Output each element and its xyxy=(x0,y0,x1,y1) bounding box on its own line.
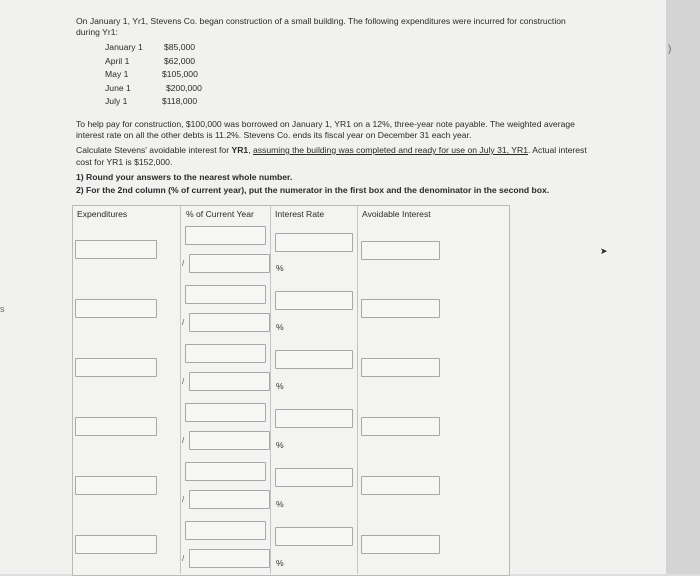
avoidable-interest-input[interactable] xyxy=(361,476,440,495)
interest-rate-input[interactable] xyxy=(275,291,353,310)
avoidable-interest-input[interactable] xyxy=(361,417,440,436)
interest-rate-input[interactable] xyxy=(275,233,353,252)
column-divider xyxy=(270,205,271,574)
instruction-2: 2) For the 2nd column (% of current year), put the numerator in the first box and the denominator in the second box. xyxy=(76,185,550,195)
expenditure-input[interactable] xyxy=(75,358,157,377)
percent-sign: % xyxy=(276,558,284,568)
percent-denominator-input[interactable] xyxy=(189,372,270,391)
header-expenditures: Expenditures xyxy=(77,209,128,219)
left-gutter-mark: s xyxy=(0,304,5,314)
expenditure-input[interactable] xyxy=(75,417,157,436)
interest-rate-input[interactable] xyxy=(275,527,353,546)
column-divider xyxy=(357,205,358,574)
paragraph-2-prefix: Calculate Stevens' avoidable interest for xyxy=(76,145,232,155)
percent-denominator-input[interactable] xyxy=(189,254,270,273)
expenditure-date: June 1 xyxy=(105,83,131,93)
column-divider xyxy=(180,205,181,574)
expenditure-input[interactable] xyxy=(75,240,157,259)
percent-denominator-input[interactable] xyxy=(189,549,270,568)
avoidable-interest-input[interactable] xyxy=(361,358,440,377)
percent-numerator-input[interactable] xyxy=(185,521,266,540)
fraction-slash: / xyxy=(182,259,185,268)
expenditure-date: April 1 xyxy=(105,56,130,66)
mouse-cursor-icon: ➤ xyxy=(600,246,608,256)
avoidable-interest-input[interactable] xyxy=(361,241,440,260)
paragraph-2-line-1 xyxy=(76,145,587,156)
expenditure-amount: $118,000 xyxy=(162,96,198,106)
fraction-slash: / xyxy=(182,377,185,386)
expenditure-date: May 1 xyxy=(105,69,129,79)
page-edge-strip xyxy=(666,0,700,574)
paragraph-1-line-1: To help pay for construction, $100,000 was borrowed on January 1, YR1 on a 12%, three-year note payable. The weighted average xyxy=(76,119,575,129)
header-interest-rate: Interest Rate xyxy=(275,209,325,219)
paragraph-2-line-2: cost for YR1 is $152,000. xyxy=(76,157,173,167)
expenditure-input[interactable] xyxy=(75,535,157,554)
percent-numerator-input[interactable] xyxy=(185,226,266,245)
intro-line-2: during Yr1: xyxy=(76,27,118,37)
percent-sign: % xyxy=(276,322,284,332)
paragraph-2-separator: , xyxy=(248,145,253,155)
expenditure-date: July 1 xyxy=(105,96,128,106)
right-gutter-mark: ) xyxy=(668,44,672,55)
percent-sign: % xyxy=(276,381,284,391)
paragraph-2-year: YR1 xyxy=(231,145,249,155)
percent-numerator-input[interactable] xyxy=(185,344,266,363)
intro-line-1: On January 1, Yr1, Stevens Co. began construction of a small building. The following expenditures were incurred for construction xyxy=(76,16,566,26)
expenditure-input[interactable] xyxy=(75,299,157,318)
interest-rate-input[interactable] xyxy=(275,350,353,369)
header-avoidable-interest: Avoidable Interest xyxy=(362,209,431,219)
expenditure-date: January 1 xyxy=(105,42,143,52)
expenditure-input[interactable] xyxy=(75,476,157,495)
fraction-slash: / xyxy=(182,495,185,504)
avoidable-interest-input[interactable] xyxy=(361,299,440,318)
percent-denominator-input[interactable] xyxy=(189,313,270,332)
fraction-slash: / xyxy=(182,436,185,445)
interest-rate-input[interactable] xyxy=(275,409,353,428)
percent-numerator-input[interactable] xyxy=(185,462,266,481)
fraction-slash: / xyxy=(182,554,185,563)
avoidable-interest-input[interactable] xyxy=(361,535,440,554)
percent-sign: % xyxy=(276,440,284,450)
expenditure-amount: $105,000 xyxy=(162,69,198,79)
paragraph-1-line-2: interest rate on all the other debts is 11.2%. Stevens Co. ends its fiscal year on December 31 each year. xyxy=(76,130,472,140)
percent-sign: % xyxy=(276,263,284,273)
expenditure-amount: $85,000 xyxy=(164,42,196,52)
expenditure-amount: $62,000 xyxy=(164,56,196,66)
fraction-slash: / xyxy=(182,318,185,327)
percent-sign: % xyxy=(276,499,284,509)
answer-table xyxy=(72,205,510,576)
expenditure-amount: $200,000 xyxy=(166,83,202,93)
paragraph-2-assumption: assuming the building was completed and ready for use on July 31, YR1 xyxy=(252,145,528,155)
percent-denominator-input[interactable] xyxy=(189,431,270,450)
interest-rate-input[interactable] xyxy=(275,468,353,487)
instruction-1: 1) Round your answers to the nearest whole number. xyxy=(76,172,293,182)
percent-numerator-input[interactable] xyxy=(185,403,266,422)
percent-numerator-input[interactable] xyxy=(185,285,266,304)
header-percent-of-year: % of Current Year xyxy=(186,209,254,219)
paragraph-2-suffix: . Actual interest xyxy=(527,145,587,155)
percent-denominator-input[interactable] xyxy=(189,490,270,509)
